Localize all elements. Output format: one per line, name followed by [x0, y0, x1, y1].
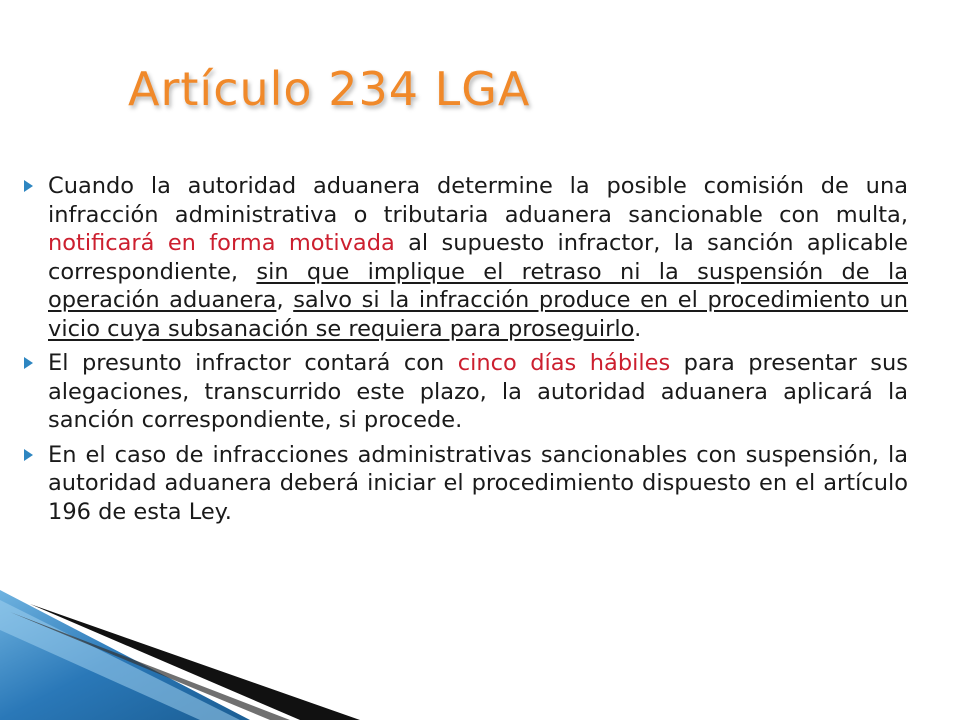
arrow-bullet-icon — [24, 180, 33, 192]
underlined-text: sin que implique el retraso ni la suspensión de la operación aduanera — [48, 258, 908, 313]
highlighted-text: notificará en forma motivada — [48, 230, 395, 256]
text-segment: , — [276, 287, 294, 313]
text-segment: En el caso de infracciones administrativas sancionables con suspensión, la autoridad aduanera deberá iniciar el procedimiento dispuesto en el artículo 196 de esta Ley. — [48, 441, 908, 525]
bullet-item-1 — [48, 172, 908, 343]
corner-decoration — [0, 590, 360, 720]
bullet-text — [48, 350, 908, 433]
slide-title: Artículo 234 LGA — [128, 62, 531, 116]
text-segment: para presentar sus alegaciones, transcurrido este plazo, la autoridad aduanera aplicará la sanción correspondiente, si procede. — [48, 350, 909, 433]
text-segment: El presunto infractor contará con — [48, 350, 458, 376]
text-segment: Cuando la autoridad aduanera determine la posible comisión de una infracción administrativa o tributaria aduanera sancionable con multa, — [48, 173, 908, 228]
arrow-bullet-icon — [24, 357, 33, 369]
bullet-item-3 — [48, 441, 908, 527]
text-segment: . — [634, 315, 642, 342]
bullet-text — [48, 173, 908, 342]
text-segment: al supuesto infractor, la sanción aplicable correspondiente, — [48, 230, 908, 285]
bullet-item-2 — [48, 349, 908, 435]
underlined-text: salvo si la infracción produce en el procedimiento un vicio cuya subsanación se requiera para proseguirlo — [48, 287, 908, 342]
bullet-text — [48, 442, 908, 525]
highlighted-text: cinco días hábiles — [457, 350, 671, 376]
blue-wedge-shape — [0, 590, 250, 720]
arrow-bullet-icon — [24, 449, 33, 461]
bullet-list — [48, 172, 908, 532]
